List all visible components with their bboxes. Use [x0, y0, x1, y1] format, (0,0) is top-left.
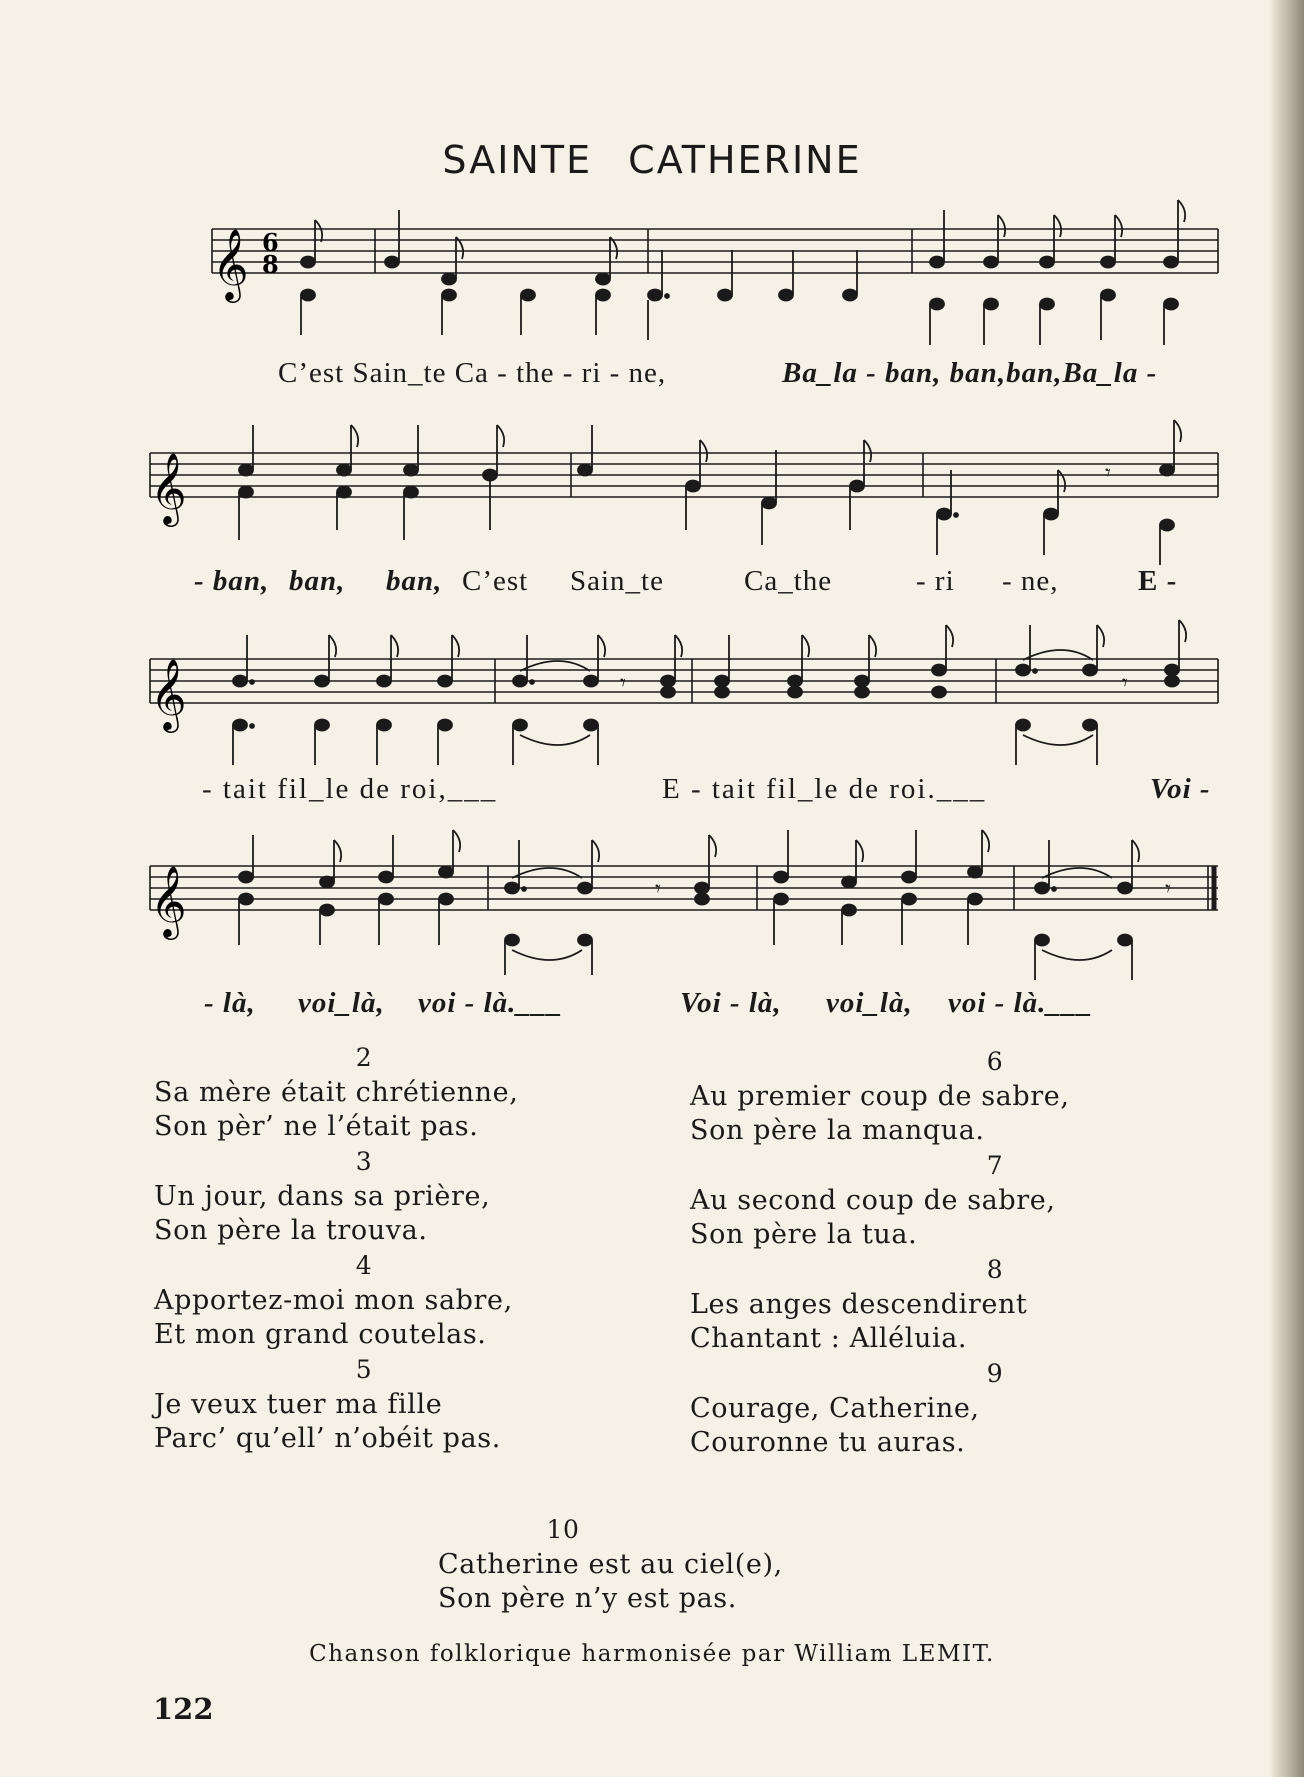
verse-number: 5	[355, 1355, 373, 1384]
verse-number: 7	[986, 1151, 1004, 1180]
verses-right-column	[690, 1044, 1170, 1460]
verse-line: Chantant : Alléluia.	[690, 1323, 968, 1354]
verse-line: Un jour, dans sa prière,	[154, 1181, 491, 1212]
time-signature-top: 6	[262, 228, 279, 257]
lyric-text: C’est Sain_te Ca - the - ri - ne,	[278, 357, 667, 389]
verse-number: 4	[355, 1251, 373, 1280]
credit-line: Chanson folklorique harmonisée par William LEMIT.	[309, 1641, 995, 1667]
lyric-text: ban,	[289, 565, 346, 597]
verse-final	[438, 1512, 858, 1616]
lyrics-line-3	[0, 773, 1304, 813]
verse-line: Son père n’y est pas.	[438, 1583, 737, 1614]
verse-line: Les anges descendirent	[690, 1289, 1028, 1320]
lyric-text: - ne,	[1002, 565, 1059, 597]
verse-number: 6	[986, 1047, 1004, 1076]
verse-line: Son pèr’ ne l’était pas.	[154, 1111, 479, 1142]
verse-number: 9	[986, 1359, 1004, 1388]
verse-number: 10	[546, 1515, 580, 1544]
time-signature-bottom: 8	[262, 250, 279, 279]
page-number: 122	[153, 1692, 214, 1726]
treble-clef-icon: 𝄞	[150, 451, 187, 524]
lyric-text: voi_là,	[298, 987, 385, 1019]
verse-number: 2	[355, 1043, 373, 1072]
verse-number: 3	[355, 1147, 373, 1176]
lyric-text: E -	[1138, 565, 1178, 597]
verse-line: Son père la manqua.	[690, 1115, 985, 1146]
svg-text:𝄾: 𝄾	[1122, 671, 1128, 696]
verse-line: Parc’ qu’ell’ n’obéit pas.	[154, 1423, 501, 1454]
treble-clef-icon: 𝄞	[212, 227, 249, 300]
verse-line: Au premier coup de sabre,	[690, 1081, 1070, 1112]
verse-line: Catherine est au ciel(e),	[438, 1549, 783, 1580]
verse-line: Je veux tuer ma fille	[154, 1389, 443, 1420]
verse-line: Son père la tua.	[690, 1219, 918, 1250]
staff-4-notes	[239, 830, 1171, 980]
staff-1	[212, 229, 1218, 273]
lyric-text: Ca_the	[744, 565, 833, 597]
verse-line: Courage, Catherine,	[690, 1393, 980, 1424]
lyrics-line-2	[0, 565, 1304, 605]
lyric-text: - tait fil_le de roi,___	[202, 773, 498, 805]
staff-3	[150, 659, 1218, 703]
lyric-text: voi - là.___	[948, 987, 1093, 1019]
lyric-text: E - tait fil_le de roi.___	[662, 773, 987, 805]
verse-line: Au second coup de sabre,	[690, 1185, 1056, 1216]
song-title: SAINTE CATHERINE	[442, 138, 862, 182]
svg-text:𝄾: 𝄾	[1165, 877, 1171, 902]
verse-line: Apportez-moi mon sabre,	[154, 1285, 513, 1316]
lyric-text: voi_là,	[826, 987, 913, 1019]
verse-line: Sa mère était chrétienne,	[154, 1077, 519, 1108]
verse-line: Et mon grand coutelas.	[154, 1319, 487, 1350]
lyric-text: ban,	[386, 565, 443, 597]
lyric-text: - ban,	[194, 565, 270, 597]
lyric-text: - ri	[916, 565, 955, 597]
staff-4	[150, 866, 1218, 910]
svg-text:𝄾: 𝄾	[1105, 461, 1111, 486]
treble-clef-icon: 𝄞	[150, 864, 187, 937]
staff-2-notes	[239, 420, 1181, 565]
lyric-text: Voi - là,	[680, 987, 782, 1019]
svg-text:𝄾: 𝄾	[655, 877, 661, 902]
lyrics-line-4	[0, 987, 1304, 1027]
svg-text:𝄾: 𝄾	[620, 671, 626, 696]
lyric-text: voi - là.___	[418, 987, 563, 1019]
lyric-text: Voi -	[1150, 773, 1211, 805]
verse-number: 8	[986, 1255, 1004, 1284]
lyric-text: Sain_te	[570, 565, 664, 597]
lyrics-line-1	[0, 357, 1304, 397]
verse-line: Couronne tu auras.	[690, 1427, 966, 1458]
treble-clef-icon: 𝄞	[150, 657, 187, 730]
verses-left-column	[154, 1040, 694, 1456]
lyric-text: - là,	[204, 987, 256, 1019]
lyric-text: C’est	[462, 565, 529, 597]
verse-line: Son père la trouva.	[154, 1215, 428, 1246]
lyric-text: Ba_la - ban, ban,ban,Ba_la -	[782, 357, 1158, 389]
